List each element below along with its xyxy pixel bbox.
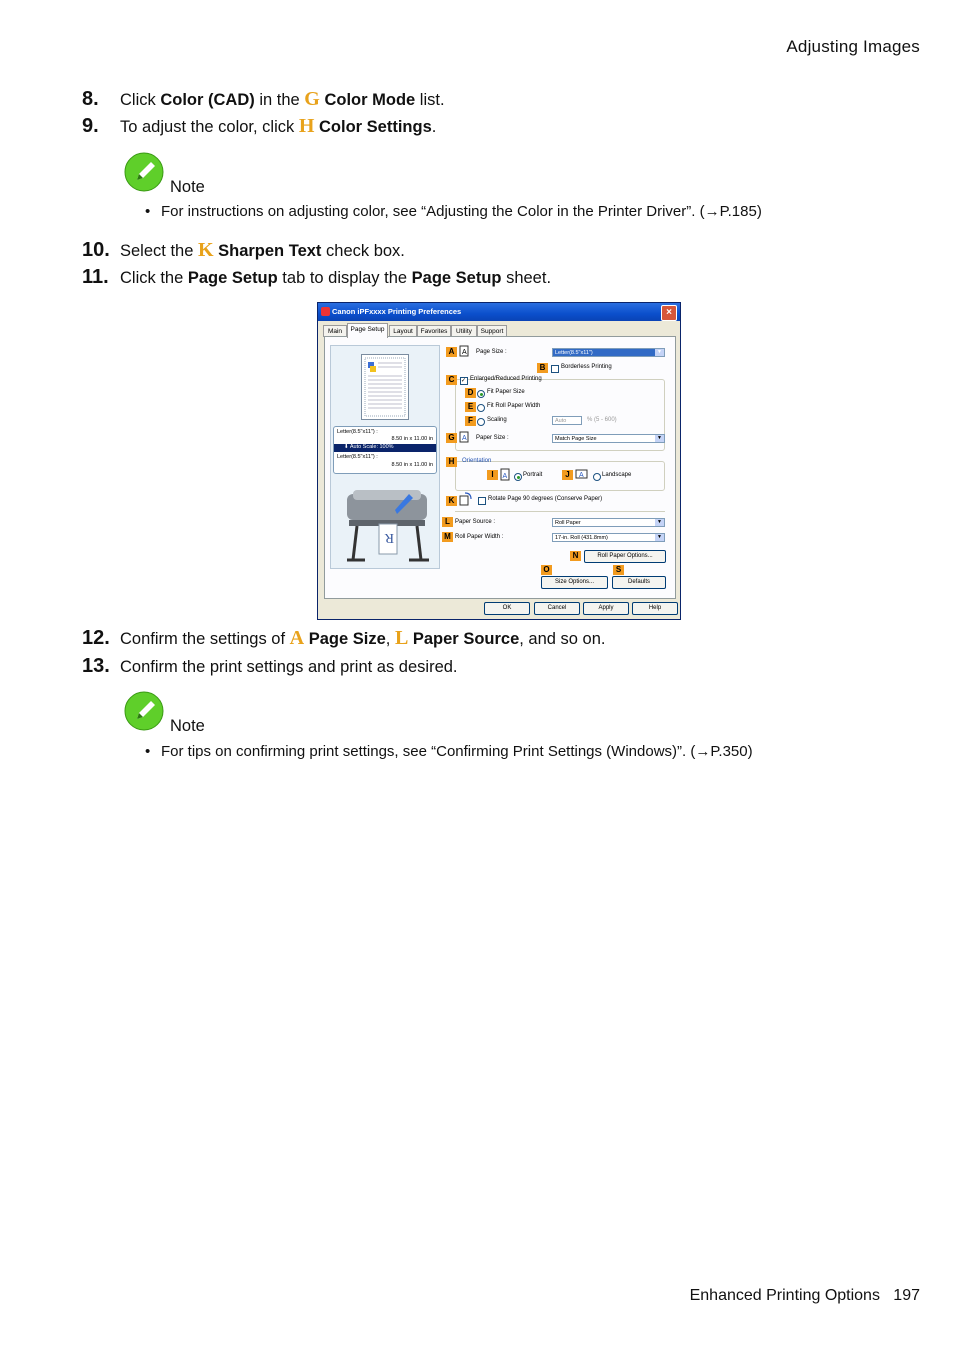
step-text: check box.: [321, 242, 405, 260]
step-9: [82, 115, 436, 138]
svg-text:R: R: [384, 530, 394, 545]
callout-e: E: [465, 402, 476, 412]
callout-d: D: [465, 388, 476, 398]
preview-info-highlight: [334, 444, 436, 452]
cancel-button[interactable]: Cancel: [534, 602, 580, 615]
step-number: 13.: [82, 655, 110, 677]
printing-preferences-dialog: [317, 302, 681, 620]
step-number: 8.: [82, 88, 99, 110]
scaling-value: Auto: [555, 418, 567, 424]
note-label: Note: [170, 717, 205, 735]
step-text: in the: [254, 91, 305, 109]
paper-source-label: Paper Source :: [455, 519, 496, 525]
preview-info-line: Letter(8.5"x11") :: [337, 454, 378, 460]
tab-layout[interactable]: Layout: [389, 325, 417, 337]
step-text: Confirm the print settings and print as desired.: [120, 658, 458, 676]
step-text: list.: [415, 91, 445, 109]
step-text: sheet.: [501, 269, 552, 287]
roll-width-label: Roll Paper Width :: [455, 534, 504, 540]
landscape-radio[interactable]: [593, 473, 601, 481]
portrait-label: Portrait: [523, 472, 543, 478]
preview-area: [330, 345, 440, 569]
note-label: Note: [170, 178, 205, 196]
tab-main[interactable]: Main: [323, 325, 347, 337]
step-text: Select the: [120, 242, 198, 260]
callout-marker: G: [304, 88, 320, 110]
printer-illustration-icon: [339, 480, 435, 566]
chevron-down-icon: ▼: [655, 519, 664, 526]
fit-roll-label: Fit Roll Paper Width: [487, 403, 541, 409]
note-text: For tips on confirming print settings, see “Confirming Print Settings (Windows)”. (→P.350): [161, 743, 753, 760]
chevron-down-icon: ▼: [655, 349, 664, 356]
tab-page-setup[interactable]: Page Setup: [347, 323, 388, 338]
rotate-page-icon: [459, 492, 473, 506]
tab-favorites[interactable]: Favorites: [417, 325, 451, 337]
step-number: 12.: [82, 627, 110, 649]
paper-size-icon: [459, 431, 470, 443]
apply-button[interactable]: Apply: [583, 602, 629, 615]
callout-b: B: [537, 363, 548, 373]
chevron-down-icon: ▼: [655, 435, 664, 442]
defaults-button[interactable]: Defaults: [612, 576, 666, 589]
portrait-icon: [500, 468, 511, 481]
ui-term: Color Mode: [324, 91, 416, 109]
fit-paper-label: Fit Paper Size: [487, 389, 525, 395]
paper-source-select[interactable]: [552, 518, 665, 527]
note-pencil-icon: [124, 691, 164, 731]
step-text: .: [431, 118, 437, 136]
paper-size-label: Paper Size :: [476, 435, 509, 441]
svg-text:A: A: [462, 435, 467, 442]
preview-info-line: Auto Scale: 100%: [349, 444, 394, 450]
paper-source-value: Roll Paper: [555, 520, 581, 526]
preview-info-line: 8.50 in x 11.00 in: [391, 436, 433, 442]
svg-text:A: A: [502, 473, 508, 480]
step-text: , and so on.: [519, 630, 606, 648]
page-number: 197: [893, 1287, 920, 1304]
callout-a: A: [446, 347, 457, 357]
roll-paper-options-button[interactable]: Roll Paper Options...: [584, 550, 666, 563]
rotate-label: Rotate Page 90 degrees (Conserve Paper): [488, 496, 603, 502]
page-size-value: Letter(8.5"x11"): [555, 350, 593, 356]
note-bullet: • For tips on confirming print settings, see “Confirming Print Settings (Windows)”. (→P.350): [145, 743, 753, 760]
ui-term: Color (CAD): [160, 91, 255, 109]
borderless-label: Borderless Printing: [561, 364, 612, 370]
step-text: Click the: [120, 269, 188, 287]
preview-info-line: Letter(8.5"x11") :: [337, 429, 378, 435]
step-11: [82, 266, 551, 289]
step-8: [82, 88, 445, 111]
portrait-radio[interactable]: [514, 473, 522, 481]
size-options-button[interactable]: Size Options...: [541, 576, 608, 589]
page-size-icon: [459, 345, 470, 357]
dialog-titlebar: [318, 303, 680, 321]
running-header: Adjusting Images: [786, 37, 920, 56]
callout-marker: A: [289, 627, 305, 649]
callout-c: C: [446, 375, 457, 385]
landscape-icon: [575, 468, 589, 481]
close-icon[interactable]: ×: [661, 305, 677, 321]
roll-width-select[interactable]: [552, 533, 665, 542]
callout-h: H: [446, 457, 457, 467]
paper-size-select[interactable]: [552, 434, 665, 443]
step-text: To adjust the color, click: [120, 118, 299, 136]
callout-m: M: [442, 532, 453, 542]
callout-l: L: [442, 517, 453, 527]
rotate-checkbox[interactable]: [478, 497, 486, 505]
ui-term: Page Setup: [411, 269, 502, 287]
ui-term: Page Setup: [187, 269, 278, 287]
callout-i: I: [487, 470, 498, 480]
note-text: For instructions on adjusting color, see “Adjusting the Color in the Printer Driver”. (→P.185): [161, 203, 762, 220]
borderless-checkbox[interactable]: [551, 365, 559, 373]
note-bullet: • For instructions on adjusting color, see “Adjusting the Color in the Printer Driver”. (→P.185): [145, 203, 762, 220]
page-size-label: Page Size :: [476, 349, 507, 355]
callout-g: G: [446, 433, 457, 443]
down-arrow-icon: ⬇: [344, 444, 349, 450]
step-text: Confirm the settings of: [120, 630, 290, 648]
ui-term: Color Settings: [319, 118, 432, 136]
scaling-radio[interactable]: [477, 418, 485, 426]
ui-term: Sharpen Text: [218, 242, 322, 260]
fit-roll-radio[interactable]: [477, 404, 485, 412]
scaling-input[interactable]: [552, 416, 582, 425]
step-number: 10.: [82, 239, 110, 261]
callout-j: J: [562, 470, 573, 480]
svg-text:A: A: [462, 349, 467, 356]
callout-o: O: [541, 565, 552, 575]
callout-n: N: [570, 551, 581, 561]
step-text: tab to display the: [277, 269, 412, 287]
printer-icon: [321, 307, 330, 316]
ok-button[interactable]: OK: [484, 602, 530, 615]
ui-term: Paper Source: [412, 630, 520, 648]
ui-term: Page Size: [308, 630, 386, 648]
step-12: [82, 627, 606, 650]
callout-marker: L: [394, 627, 409, 649]
callout-s: S: [613, 565, 624, 575]
page-size-select[interactable]: [552, 348, 665, 357]
roll-width-value: 17-in. Roll (431.8mm): [555, 535, 608, 541]
callout-marker: K: [197, 239, 214, 261]
page-setup-panel: [324, 336, 676, 599]
divider: [455, 511, 665, 512]
step-text: Click: [120, 91, 161, 109]
fit-paper-radio[interactable]: [477, 390, 485, 398]
callout-marker: H: [298, 115, 315, 137]
svg-text:A: A: [579, 472, 584, 479]
step-10: [82, 239, 405, 262]
enlarged-checkbox[interactable]: ✓: [461, 378, 467, 384]
enlarged-label: Enlarged/Reduced Printing: [470, 376, 542, 382]
tab-support[interactable]: Support: [477, 325, 507, 337]
orientation-label: Orientation: [462, 458, 492, 464]
step-text: ,: [385, 630, 395, 648]
landscape-label: Landscape: [602, 472, 632, 478]
step-13: [82, 655, 458, 678]
dialog-title: Canon iPFxxxx Printing Preferences: [332, 307, 462, 316]
paper-size-value: Match Page Size: [555, 436, 597, 442]
help-button[interactable]: Help: [632, 602, 678, 615]
preview-info-box: [333, 426, 437, 474]
tab-utility[interactable]: Utility: [451, 325, 477, 337]
step-number: 11.: [82, 266, 109, 288]
footer-section: Enhanced Printing Options: [689, 1287, 880, 1304]
scaling-label: Scaling: [487, 417, 507, 423]
scaling-range: % (5 - 600): [587, 417, 617, 423]
step-number: 9.: [82, 115, 99, 137]
preview-info-line: 8.50 in x 11.00 in: [391, 462, 433, 468]
page-preview-icon: [361, 354, 409, 420]
callout-k: K: [446, 496, 457, 506]
chevron-down-icon: ▼: [655, 534, 664, 541]
note-pencil-icon: [124, 152, 164, 192]
callout-f: F: [465, 416, 476, 426]
running-footer: [690, 1287, 920, 1305]
